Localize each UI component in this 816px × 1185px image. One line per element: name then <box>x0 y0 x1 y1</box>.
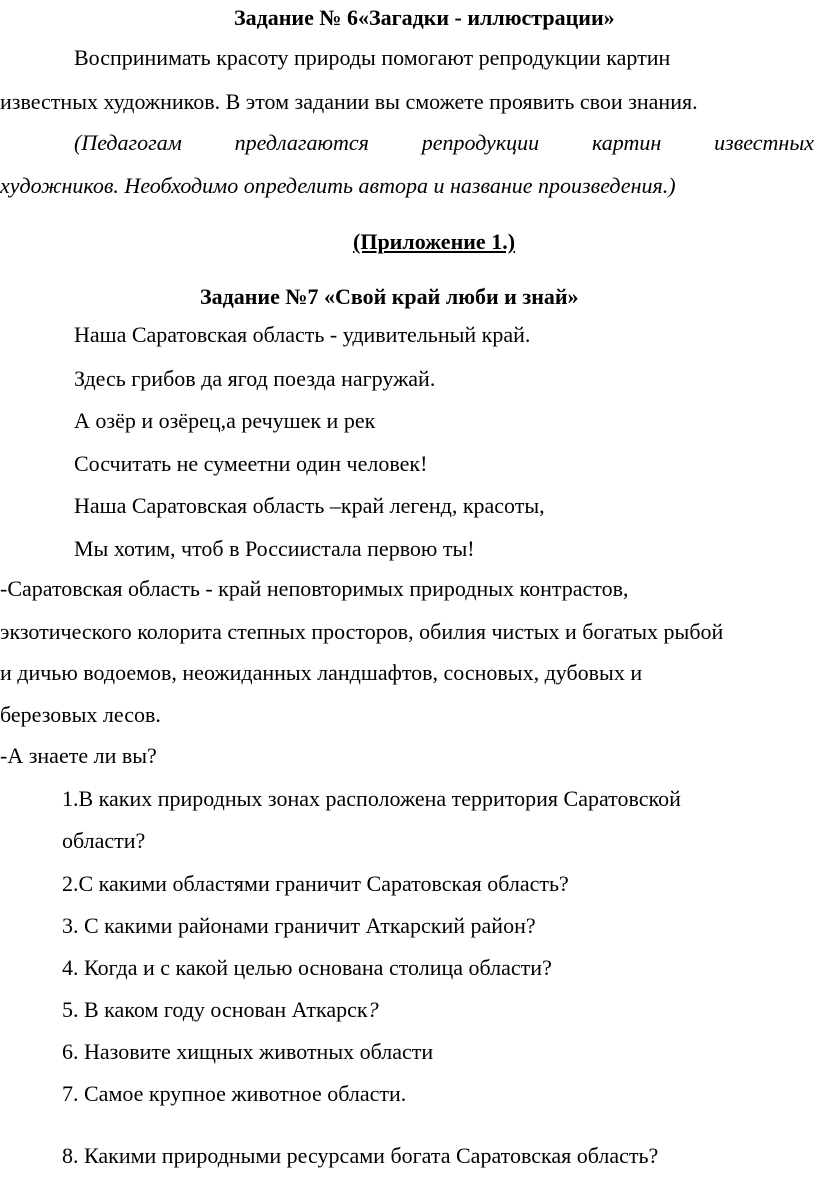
question-line: 3. С какими районами граничит Аткарский район? <box>62 913 536 938</box>
question-line: 4. Когда и с какой целью основана столица области? <box>62 955 552 980</box>
paragraph-line: березовых лесов. <box>0 702 161 727</box>
question-line: 1.В каких природных зонах расположена территория Саратовской <box>62 786 681 811</box>
question-line: 8. Какими природными ресурсами богата Саратовская область? <box>62 1143 659 1168</box>
poem-line: Мы хотим, чтоб в Россиистала первою ты! <box>74 536 475 561</box>
question-line: области? <box>62 828 146 853</box>
question-intro: -А знаете ли вы? <box>0 743 157 768</box>
poem-line: Здесь грибов да ягод поезда нагружай. <box>74 366 436 391</box>
poem-line: Сосчитать не сумеетни один человек! <box>74 451 428 476</box>
note-word: (Педагогам <box>74 130 182 155</box>
paragraph-line: -Саратовская область - край неповторимых природных контрастов, <box>0 576 629 601</box>
task7-title: Задание №7 «Свой край люби и знай» <box>200 284 579 309</box>
paragraph-line: и дичью водоемов, неожиданных ландшафтов, сосновых, дубовых и <box>0 660 643 685</box>
question-line: 6. Назовите хищных животных области <box>62 1039 434 1064</box>
task6-note-line2: художников. Необходимо определить автора и название произведения.) <box>0 173 676 198</box>
task6-intro-line1: Воспринимать красоту природы помогают репродукции картин <box>74 45 671 70</box>
task6-note-line1 <box>74 130 814 156</box>
question-line <box>62 997 379 1023</box>
task6-title: Задание № 6«Загадки - иллюстрации» <box>234 5 615 30</box>
appendix-reference: (Приложение 1.) <box>353 229 516 254</box>
poem-line: Наша Саратовская область –край легенд, красоты, <box>74 493 545 518</box>
note-word: предлагаются <box>234 130 369 155</box>
task6-intro-line2: известных художников. В этом задании вы сможете проявить свои знания. <box>0 89 698 114</box>
note-word: известных <box>714 130 814 155</box>
question-mark: ? <box>367 997 379 1022</box>
question-line: 7. Самое крупное животное области. <box>62 1081 407 1106</box>
question-text: 5. В каком году основан Аткарск <box>62 997 368 1022</box>
note-word: репродукции <box>421 130 540 155</box>
question-line: 2.С какими областями граничит Саратовская область? <box>62 871 569 896</box>
paragraph-line: экзотического колорита степных просторов, обилия чистых и богатых рыбой <box>0 619 724 644</box>
poem-line: Наша Саратовская область - удивительный край. <box>74 322 531 347</box>
note-word: картин <box>592 130 662 155</box>
poem-line: А озёр и озёрец,а речушек и рек <box>74 408 376 433</box>
